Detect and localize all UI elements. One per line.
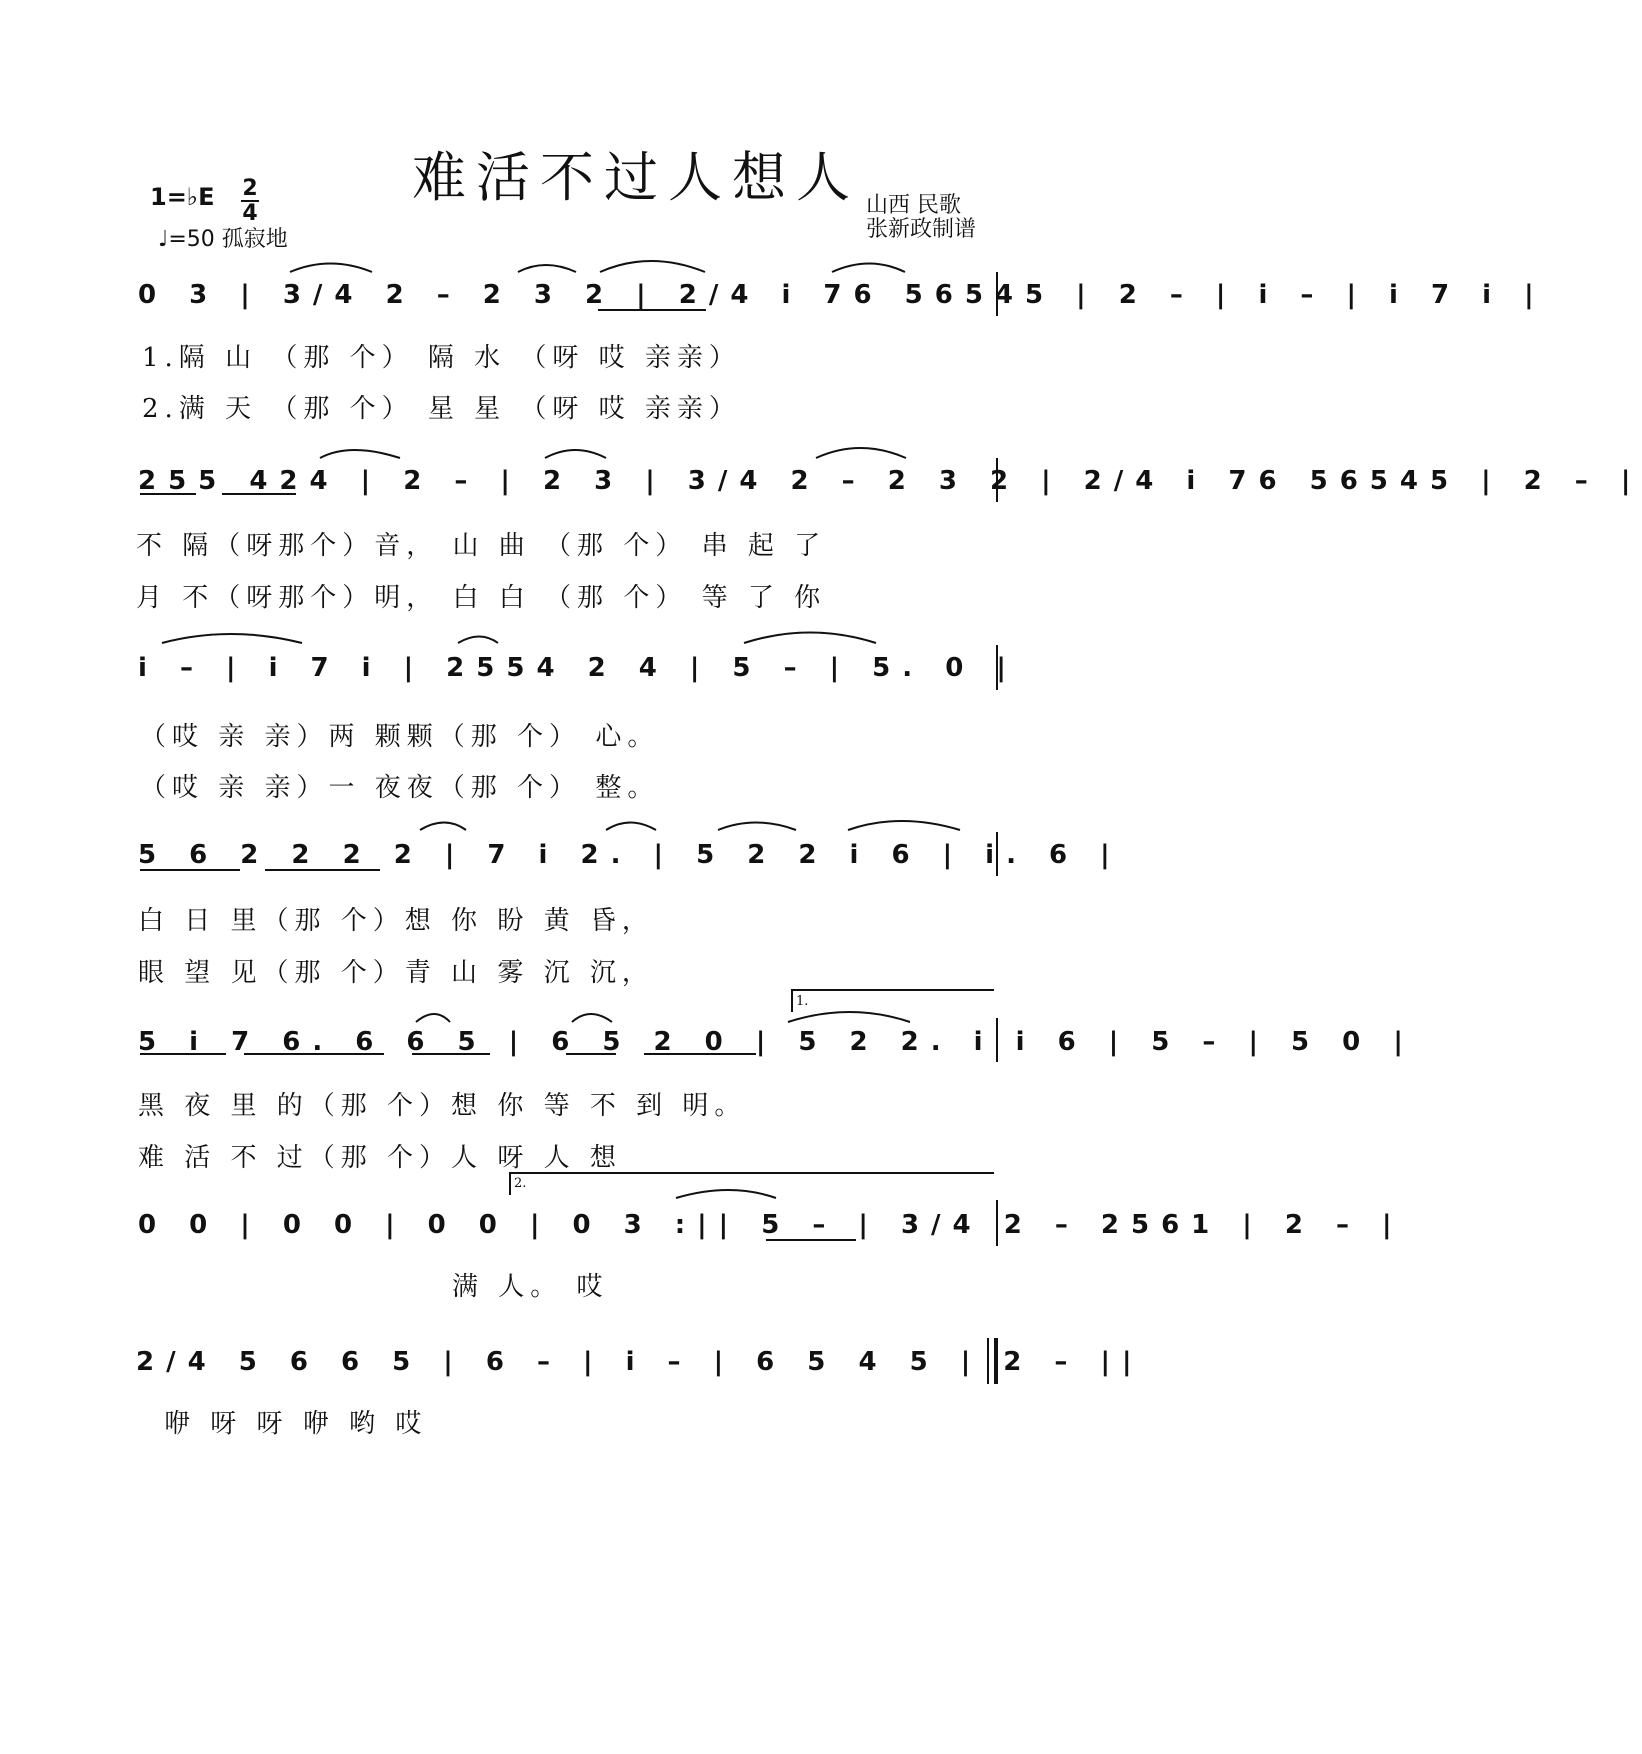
system-7-lyric-1: 咿 呀 呀 咿 哟 哎 (164, 1409, 428, 1439)
slur (848, 821, 960, 830)
slur (816, 448, 906, 458)
key-signature: 1=♭E (150, 183, 215, 211)
slur (290, 264, 372, 273)
time-denominator: 4 (242, 201, 258, 226)
system-5-lyric-1: 黑 夜 里 的（那 个）想 你 等 不 到 明。 (138, 1091, 747, 1121)
slur (162, 634, 302, 643)
slur (458, 637, 498, 644)
slur (320, 450, 400, 458)
system-5-notation: 5 i 7 6. 6 6 5 | 6 5 2 0 | 5 2 2. i i 6 | 5 – | 5 0 | (138, 1027, 1415, 1057)
slur (600, 261, 705, 272)
tempo-marking: ♩=50 孤寂地 (158, 227, 288, 252)
origin-label: 山西 民歌 (866, 193, 961, 218)
system-2-notation: 255 424 | 2 – | 2 3 | 3/4 2 – 2 3 2 | 2/4 i 76 56545 | 2 – | (138, 466, 1642, 496)
volta-1-label: 1. (796, 994, 809, 1009)
system-1-lyric-1: 1.隔 山 （那 个） 隔 水 （呀 哎 亲亲） (142, 343, 741, 373)
page-title: 难活不过人想人 (412, 146, 860, 209)
system-1-lyric-2: 2.满 天 （那 个） 星 星 （呀 哎 亲亲） (142, 394, 741, 424)
slur (572, 1014, 612, 1022)
system-5-lyric-2: 难 活 不 过（那 个）人 呀 人 想 (138, 1143, 622, 1173)
slur (744, 633, 876, 644)
system-4-notation: 5 6 2 2 2 2 | 7 i 2. | 5 2 2 i 6 | i. 6 | (138, 840, 1122, 870)
system-6-notation: 0 0 | 0 0 | 0 0 | 0 3 :|| 5 – | 3/4 2 – 2561 | 2 – | (138, 1210, 1404, 1240)
system-4-lyric-1: 白 日 里（那 个）想 你 盼 黄 昏， (138, 906, 654, 936)
system-3-lyric-1: （哎 亲 亲）两 颗颗（那 个） 心。 (140, 722, 660, 752)
slur (545, 450, 606, 458)
slur (676, 1190, 776, 1198)
system-1-notation: 0 3 | 3/4 2 – 2 3 2 | 2/4 i 76 56545 | 2 – | i – | i 7 i | (138, 280, 1546, 310)
slur (718, 823, 796, 831)
system-3-lyric-2: （哎 亲 亲）一 夜夜（那 个） 整。 (140, 773, 660, 803)
system-2-lyric-2: 月 不（呀那个）明， 白 白 （那 个） 等 了 你 (136, 583, 827, 613)
slur (416, 1014, 450, 1022)
slur (788, 1012, 910, 1022)
system-3-notation: i – | i 7 i | 2554 2 4 | 5 – | 5. 0 | (138, 653, 1018, 683)
slur (518, 265, 576, 272)
system-4-lyric-2: 眼 望 见（那 个）青 山 雾 沉 沉， (138, 958, 654, 988)
system-7-notation: 2/4 5 6 6 5 | 6 – | i – | 6 5 4 5 | 2 – || (136, 1347, 1144, 1377)
arranger-label: 张新政制谱 (866, 217, 977, 242)
system-6-lyric-1: 满 人。 哎 (452, 1272, 609, 1302)
volta-2-label: 2. (514, 1176, 527, 1191)
time-numerator: 2 (242, 176, 258, 201)
system-2-lyric-1: 不 隔（呀那个）音， 山 曲 （那 个） 串 起 了 (136, 531, 827, 561)
slur (832, 264, 905, 273)
slur (606, 823, 656, 831)
slur (420, 823, 466, 831)
